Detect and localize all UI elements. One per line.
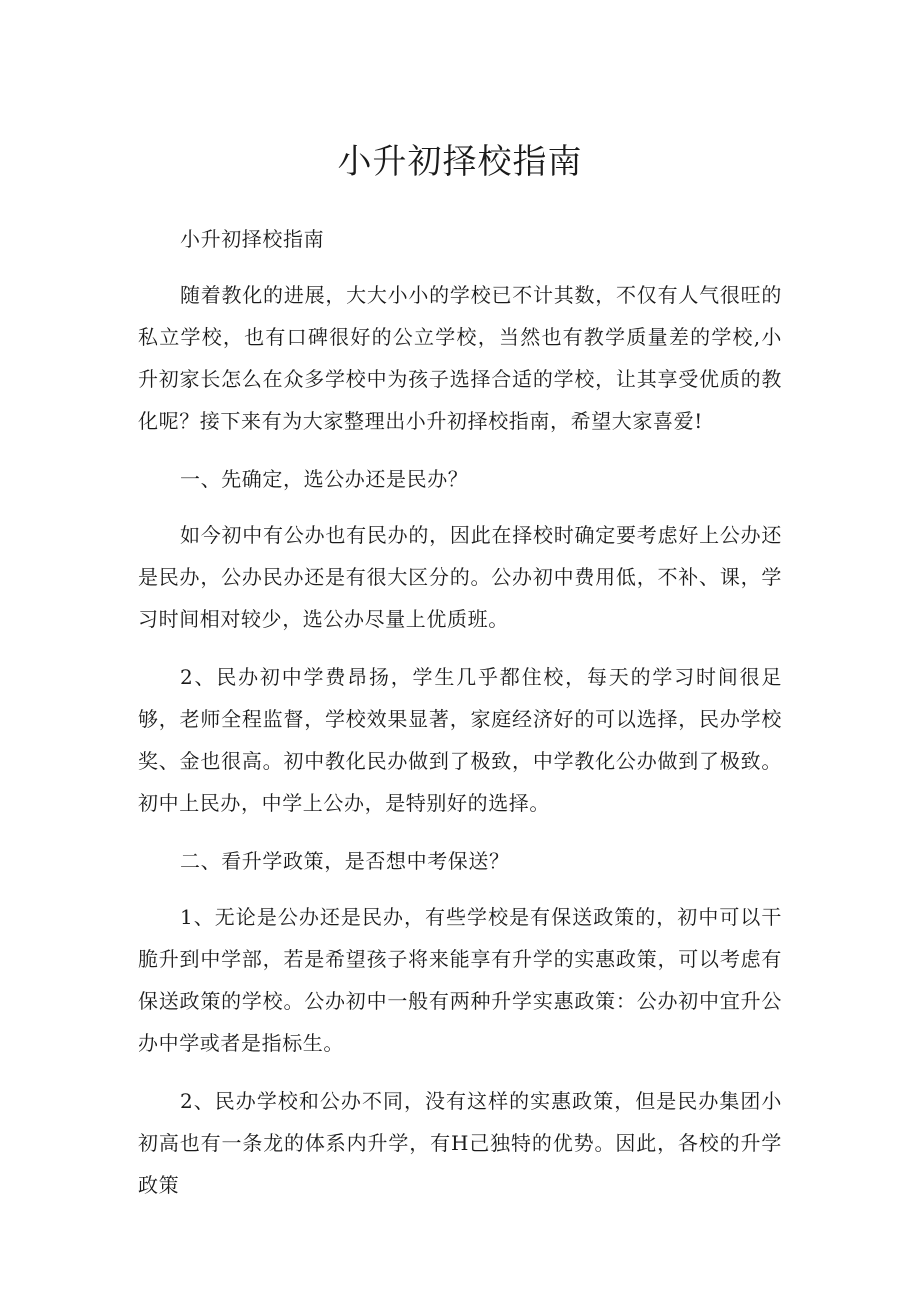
admission-policy-paragraph-2: 2、民办学校和公办不同，没有这样的实惠政策，但是民办集团小初高也有一条龙的体系内升学，有H己独特的优势。因此，各校的升学政策: [138, 1089, 782, 1197]
admission-policy-paragraph-1: 1、无论是公办还是民办，有些学校是有保送政策的，初中可以干脆升到中学部，若是希望孩子将来能享有升学的实惠政策，可以考虑有保送政策的学校。公办初中一般有两种升学实惠政策：公办初中宜升公办中学或者是指标生。: [138, 905, 782, 1055]
section-heading-one: 一、先确定，选公办还是民办？: [180, 467, 469, 491]
document-body: [138, 218, 782, 1222]
public-school-paragraph: 如今初中有公办也有民办的，因此在择校时确定要考虑好上公办还是民办，公办民办还是有很大区分的。公办初中费用低，不补、课，学习时间相对较少，选公办尽量上优质班。: [138, 523, 782, 631]
section-heading-two: 二、看升学政策，是否想中考保送？: [180, 849, 510, 873]
private-school-paragraph: 2、民办初中学费昂扬，学生几乎都住校，每天的学习时间很足够，老师全程监督，学校效果显著，家庭经济好的可以选择，民办学校奖、金也很高。初中教化民办做到了极致，中学教化公办做到了极致。初中上民办，中学上公办，是特别好的选择。: [138, 665, 782, 815]
intro-paragraph: 随着教化的进展，大大小小的学校已不计其数，不仅有人气很旺的私立学校，也有口碑很好的公立学校，当然也有教学质量差的学校,小升初家长怎么在众多学校中为孩子选择合适的学校，让其享受优质的教化呢？接下来有为大家整理出小升初择校指南，希望大家喜爱!: [138, 283, 782, 433]
document-title: 小升初择校指南: [337, 142, 583, 182]
subtitle-paragraph: 小升初择校指南: [180, 227, 325, 251]
